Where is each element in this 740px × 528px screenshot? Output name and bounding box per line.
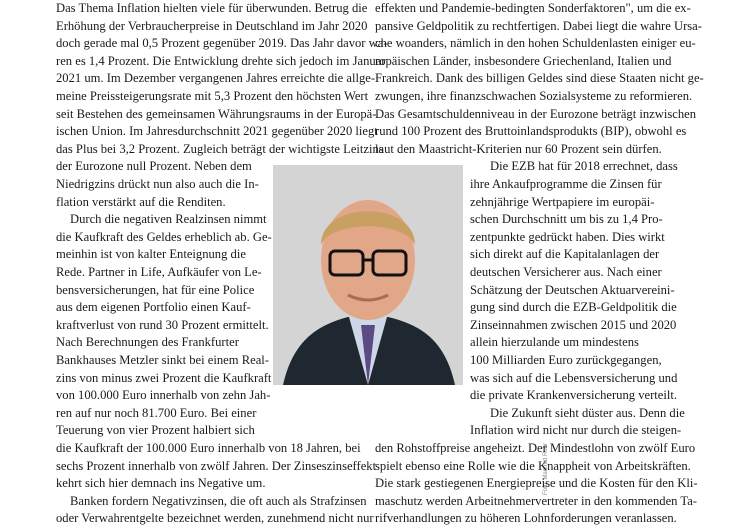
text-line: Das Gesamtschuldenniveau in der Eurozone beträgt inzwischen (375, 106, 697, 121)
text-line: oder Verwahrentgelte bezeichnet werden, zunehmend nicht nur (56, 511, 374, 526)
text-line: zehnjährige Wertpapiere im europäi- (470, 194, 655, 209)
text-line: Frankreich. Dank des billigen Geldes sind diese Staaten nicht ge- (375, 71, 704, 86)
text-line: flation verstärkt auf die Renditen. (56, 194, 226, 209)
text-line: schen Durchschnitt um bis zu 1,4 Pro- (470, 212, 663, 227)
text-line: rifverhandlungen zu höheren Lohnforderungen veranlassen. (375, 511, 677, 526)
text-line: aus dem eigenen Portfolio einen Kauf- (56, 300, 251, 315)
text-line: maschutz werden Arbeitnehmervertreter in den kommenden Ta- (375, 493, 698, 508)
text-line: Das Thema Inflation hielten viele für überwunden. Betrug die (56, 1, 368, 15)
text-line: die private Krankenversicherung verteilt. (470, 388, 678, 403)
text-line: che woanders, nämlich in den hohen Schuldenlasten einiger eu- (375, 36, 696, 51)
text-line: Niedrigzins drückt nun also auch die In- (56, 177, 259, 191)
text-line: Inflation wird nicht nur durch die steigen- (470, 423, 682, 438)
text-line: Bankhauses Metzler sinkt bei einem Real- (56, 353, 269, 367)
text-line: 100 Milliarden Euro zurückgegangen, (470, 353, 662, 367)
text-line: laut den Maastricht-Kriterien nur 60 Prozent sein dürfen. (375, 141, 662, 156)
text-line: meinhin ist von kalter Enteignung die (56, 247, 246, 262)
text-line: Zinseinnahmen zwischen 2015 und 2020 (470, 317, 677, 332)
text-line: 2021 um. Im Dezember vergangenen Jahres erreichte die allge- (56, 71, 376, 86)
text-line: meine Preissteigerungsrate mit 5,3 Prozent den höchsten Wert (56, 89, 369, 103)
text-line: Die Zukunft sieht düster aus. Denn die (490, 405, 685, 420)
text-line: zwungen, ihre finanzschwachen Sozialsysteme zu reformieren. (375, 89, 693, 103)
text-line: doch gerade mal 0,5 Prozent gegenüber 2019. Das Jahr davor wa- (56, 36, 388, 51)
text-line: was sich auf die Lebensversicherung und (470, 370, 678, 385)
text-line: bensversicherungen, hat für eine Police (56, 282, 255, 297)
text-line: der Eurozone null Prozent. Neben dem (56, 159, 252, 174)
text-line: allein hierzulande um mindestens (470, 335, 639, 350)
text-line: zentpunkte gedrückt haben. Dies wirkt (470, 229, 665, 244)
text-line: gung sind durch die EZB-Geldpolitik die (470, 300, 677, 315)
text-line: seit Bestehen des gemeinsamen Währungsraums in der Europä- (56, 106, 377, 121)
text-line: ren auf nur noch 81.700 Euro. Bei einer (56, 405, 257, 420)
portrait-illustration (273, 165, 463, 385)
text-line: Nach Berechnungen des Frankfurter (56, 335, 239, 350)
text-line: sechs Prozent innerhalb von zwölf Jahren. Der Zinseszinseffekt (56, 458, 377, 473)
text-line: Die stark gestiegenen Energiepreise und die Kosten für den Kli- (375, 476, 698, 491)
text-line: pansive Geldpolitik zu rechtfertigen. Dabei liegt die wahre Ursa- (375, 18, 702, 33)
text-line: ropäischen Länder, insbesondere Griechenland, Italien und (375, 53, 672, 68)
text-line: ihre Ankaufprogramme die Zinsen für (470, 177, 662, 191)
text-line: Banken fordern Negativzinsen, die oft auch als Strafzinsen (70, 493, 367, 508)
text-line: ren es 1,4 Prozent. Die Entwicklung drehte sich jedoch im Januar (56, 53, 386, 68)
text-line: sich direkt auf die Kapitalanlagen der (470, 247, 660, 262)
text-line: kehrt sich hier demnach ins Negative um. (56, 476, 266, 491)
text-line: Rede. Partner in Life, Aufkäufer von Le- (56, 265, 262, 279)
text-line: das Plus bei 3,2 Prozent. Zugleich beträgt der wichtigste Leitzins (56, 141, 384, 156)
text-line: zins von minus zwei Prozent die Kaufkraft (56, 370, 272, 385)
text-line: Teuerung von vier Prozent halbiert sich (56, 423, 255, 438)
text-line: die Kaufkraft des Geldes erheblich ab. Ge- (56, 229, 272, 244)
text-line: Die EZB hat für 2018 errechnet, dass (490, 159, 678, 174)
text-line: die Kaufkraft der 100.000 Euro innerhalb von 18 Jahren, bei (56, 441, 361, 455)
text-line: kraftverlust von rund 30 Prozent ermittelt. (56, 317, 269, 332)
text-line: den Rohstoffpreise angeheizt. Der Mindestlohn von zwölf Euro (375, 441, 696, 455)
text-line: Durch die negativen Realzinsen nimmt (70, 212, 267, 227)
text-line: Erhöhung der Verbraucherpreise in Deutschland im Jahr 2020 (56, 18, 368, 33)
text-line: deutschen Versicherer aus. Nach einer (470, 265, 662, 279)
text-line: von 100.000 Euro innerhalb von zehn Jah- (56, 388, 271, 403)
text-line: spielt ebenso eine Rolle wie die Knappheit von Arbeitskräften. (375, 458, 691, 473)
text-line: rund 100 Prozent des Bruttoinlandsprodukts (BIP), obwohl es (375, 124, 687, 139)
text-line: ischen Union. Im Jahresdurchschnitt 2021 gegenüber 2020 liegt (56, 124, 378, 139)
text-line: Schätzung der Deutschen Aktuarvereini- (470, 282, 675, 297)
photo-credit: Foto: Manfred Rohr (543, 442, 549, 495)
text-line: effekten und Pandemie-bedingten Sonderfaktoren", um die ex- (375, 1, 691, 15)
